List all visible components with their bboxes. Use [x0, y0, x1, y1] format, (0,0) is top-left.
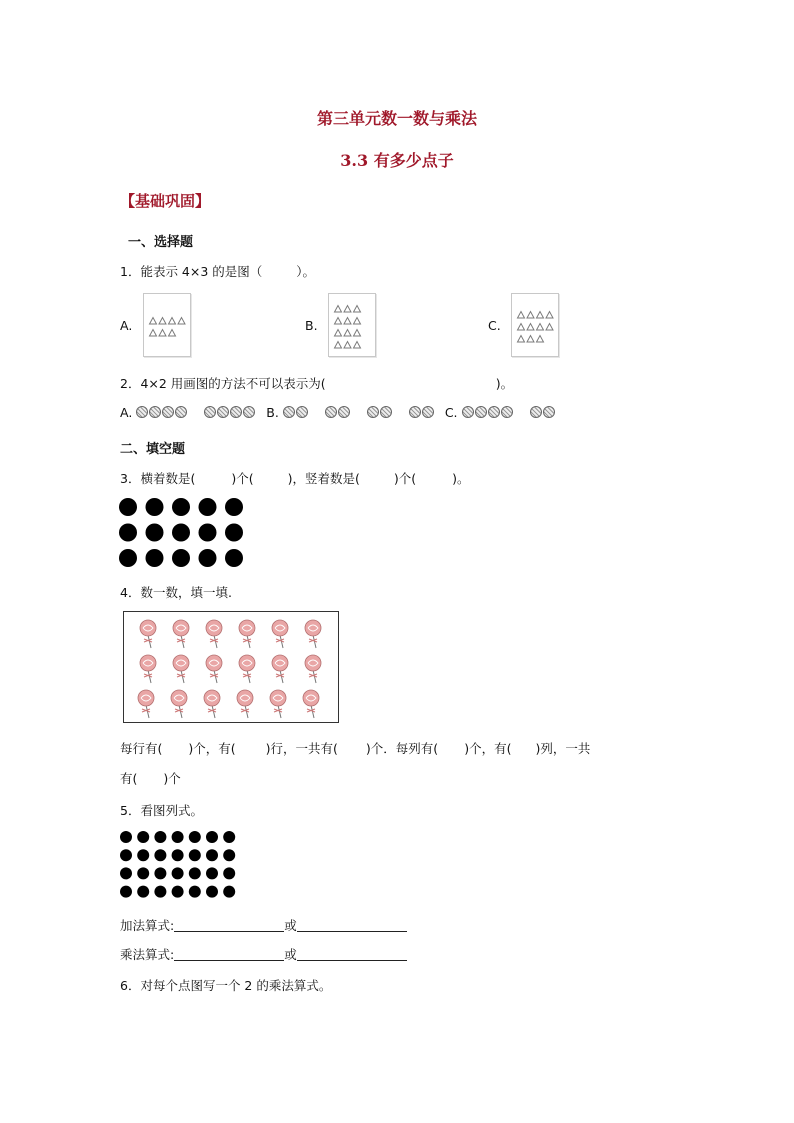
triangle-grid-a: [144, 294, 190, 356]
dot: [146, 498, 164, 516]
question-1-suffix: ）。: [296, 264, 316, 279]
page-subtitle: 3.3 有多少点子: [340, 151, 454, 170]
dot: [189, 849, 201, 861]
lollipop-icon: [305, 620, 321, 648]
or-text: 或: [284, 918, 297, 933]
coin-icon: [501, 406, 513, 418]
dot: [206, 849, 218, 861]
option-c-figure[interactable]: [511, 293, 559, 357]
q3-text-3: )，竖着数是(: [287, 471, 360, 486]
dot: [199, 498, 217, 516]
question-4-line-1: [120, 739, 590, 757]
lollipop-array: [124, 612, 338, 722]
triangle-icon: [150, 330, 157, 337]
dot: [189, 867, 201, 879]
coin-icon: [325, 406, 337, 418]
lollipop-icon: [270, 690, 286, 718]
dot: [223, 849, 235, 861]
part2-heading: 二、填空题: [120, 442, 186, 457]
lollipop-icon: [272, 655, 288, 683]
triangle-icon: [354, 306, 361, 313]
dot: [154, 867, 166, 879]
q4-text-f: )列，一共: [535, 741, 591, 756]
dot: [225, 498, 243, 516]
coin-group: [409, 405, 435, 420]
q4-text-g: 有(: [120, 771, 138, 786]
coin-icon: [283, 406, 295, 418]
coin-icon: [409, 406, 421, 418]
option-a-label: A.: [120, 318, 133, 333]
lollipop-icon: [305, 655, 321, 683]
question-2-text: 2．4×2 用画图的方法不可以表示为(: [120, 376, 326, 391]
option-b-label: B.: [305, 318, 318, 333]
q3-text-1: 3．横着数是(: [120, 471, 196, 486]
coin-icon: [162, 406, 174, 418]
coin-icon: [462, 406, 474, 418]
q4-text-a: 每行有(: [120, 741, 163, 756]
dot: [119, 524, 137, 542]
lollipop-icon: [237, 690, 253, 718]
coin-icon: [204, 406, 216, 418]
dot: [172, 549, 190, 567]
dot: [172, 849, 184, 861]
coin-group: [462, 405, 514, 420]
question-3: [120, 469, 470, 487]
triangle-icon: [527, 324, 534, 331]
coin-icon: [367, 406, 379, 418]
dot: [206, 886, 218, 898]
coin-groups-c[interactable]: [462, 405, 562, 420]
dot: [172, 498, 190, 516]
q4-text-d: )个．每列有(: [365, 741, 439, 756]
coin-group: [325, 405, 351, 420]
dot: [154, 849, 166, 861]
dot-array-3x5: [118, 495, 248, 571]
triangle-grid-b: [329, 294, 375, 356]
triangle-icon: [518, 324, 525, 331]
triangle-icon: [518, 312, 525, 319]
lollipop-icon: [303, 690, 319, 718]
question-2-options: [120, 405, 562, 420]
dot: [225, 524, 243, 542]
question-4: 4．数一数，填一填.: [120, 585, 232, 600]
lollipop-icon: [206, 655, 222, 683]
triangle-icon: [537, 336, 544, 343]
triangle-icon: [527, 312, 534, 319]
multiplication-blank-1[interactable]: [174, 948, 284, 961]
question-2: [120, 374, 513, 392]
triangle-icon: [527, 336, 534, 343]
lollipop-icon: [171, 690, 187, 718]
dot: [137, 831, 149, 843]
dot: [120, 849, 132, 861]
option-b-label: B.: [266, 405, 279, 420]
question-1: [120, 262, 315, 280]
q3-text-5: )。: [452, 471, 470, 486]
triangle-icon: [335, 342, 342, 349]
q4-text-h: )个: [163, 771, 181, 786]
coin-icon: [543, 406, 555, 418]
coin-group: [136, 405, 188, 420]
triangle-icon: [537, 312, 544, 319]
coin-group: [283, 405, 309, 420]
triangle-icon: [335, 318, 342, 325]
addition-label: 加法算式:: [120, 918, 175, 933]
dot: [120, 831, 132, 843]
dot: [199, 549, 217, 567]
lollipop-icon: [173, 655, 189, 683]
dot: [199, 524, 217, 542]
dot-array-4x7: [118, 829, 242, 901]
q4-text-e: )个，有(: [464, 741, 512, 756]
dot: [223, 831, 235, 843]
dot: [172, 524, 190, 542]
coin-icon: [175, 406, 187, 418]
lollipop-icon: [140, 655, 156, 683]
dot: [120, 886, 132, 898]
coin-icon: [422, 406, 434, 418]
coin-icon: [136, 406, 148, 418]
triangle-icon: [537, 324, 544, 331]
lollipop-frame: [123, 611, 339, 723]
triangle-icon: [354, 330, 361, 337]
lollipop-icon: [204, 690, 220, 718]
triangle-icon: [344, 306, 351, 313]
question-6: 6．对每个点图写一个 2 的乘法算式。: [120, 978, 332, 993]
triangle-icon: [518, 336, 525, 343]
coin-icon: [243, 406, 255, 418]
multiplication-blank-2[interactable]: [297, 948, 407, 961]
coin-icon: [475, 406, 487, 418]
dot: [137, 867, 149, 879]
option-a-figure[interactable]: [143, 293, 191, 357]
dot: [119, 549, 137, 567]
dot: [223, 867, 235, 879]
option-c-label: C.: [488, 318, 501, 333]
page-title: 第三单元数一数与乘法: [316, 109, 477, 128]
option-c-label: C.: [444, 405, 458, 420]
triangle-icon: [546, 324, 553, 331]
dot: [172, 886, 184, 898]
coin-icon: [149, 406, 161, 418]
lollipop-icon: [140, 620, 156, 648]
multiplication-label: 乘法算式:: [120, 947, 175, 962]
dot: [154, 886, 166, 898]
dot: [154, 831, 166, 843]
triangle-icon: [354, 342, 361, 349]
section-heading: 【基础巩固】: [120, 192, 211, 210]
coin-icon: [530, 406, 542, 418]
triangle-icon: [159, 318, 166, 325]
lollipop-icon: [272, 620, 288, 648]
triangle-icon: [335, 306, 342, 313]
triangle-grid-c: [512, 294, 558, 356]
part1-heading: 一、选择题: [128, 235, 194, 250]
dot: [189, 886, 201, 898]
triangle-icon: [169, 330, 176, 337]
addition-blank-1[interactable]: [174, 919, 284, 932]
coin-icon: [230, 406, 242, 418]
question-1-text: 1．能表示 4×3 的是图（: [120, 264, 263, 279]
lollipop-icon: [206, 620, 222, 648]
dot: [172, 867, 184, 879]
question-4-line-2: [120, 769, 181, 787]
q4-text-c: )行，一共有(: [265, 741, 338, 756]
q4-text-b: )个，有(: [188, 741, 236, 756]
addition-blank-2[interactable]: [297, 919, 407, 932]
dot: [206, 831, 218, 843]
coin-group: [530, 405, 556, 420]
q3-text-4: )个(: [393, 471, 417, 486]
coin-group: [204, 405, 256, 420]
dot: [119, 498, 137, 516]
dot: [225, 549, 243, 567]
dot: [223, 886, 235, 898]
triangle-icon: [344, 330, 351, 337]
triangle-icon: [178, 318, 185, 325]
lollipop-icon: [239, 655, 255, 683]
q3-text-2: )个(: [231, 471, 254, 486]
question-2-suffix: )。: [495, 376, 514, 391]
addition-line: [120, 916, 407, 934]
dot: [137, 849, 149, 861]
coin-groups-a[interactable]: [136, 405, 262, 420]
coin-icon: [488, 406, 500, 418]
triangle-icon: [354, 318, 361, 325]
coin-groups-b[interactable]: [283, 405, 441, 420]
triangle-icon: [344, 342, 351, 349]
option-b-figure[interactable]: [328, 293, 376, 357]
or-text: 或: [284, 947, 297, 962]
triangle-icon: [159, 330, 166, 337]
dot: [189, 831, 201, 843]
coin-icon: [217, 406, 229, 418]
triangle-icon: [344, 318, 351, 325]
dot: [137, 886, 149, 898]
dot: [206, 867, 218, 879]
lollipop-icon: [138, 690, 154, 718]
triangle-icon: [150, 318, 157, 325]
lollipop-icon: [239, 620, 255, 648]
dot: [146, 549, 164, 567]
triangle-icon: [169, 318, 176, 325]
coin-icon: [338, 406, 350, 418]
coin-icon: [380, 406, 392, 418]
question-5: 5．看图列式。: [120, 803, 203, 818]
multiplication-line: [120, 945, 407, 963]
coin-group: [367, 405, 393, 420]
option-a-label: A.: [120, 405, 133, 420]
triangle-icon: [335, 330, 342, 337]
dot: [120, 867, 132, 879]
coin-icon: [296, 406, 308, 418]
dot: [146, 524, 164, 542]
lollipop-icon: [173, 620, 189, 648]
dot: [172, 831, 184, 843]
triangle-icon: [546, 312, 553, 319]
